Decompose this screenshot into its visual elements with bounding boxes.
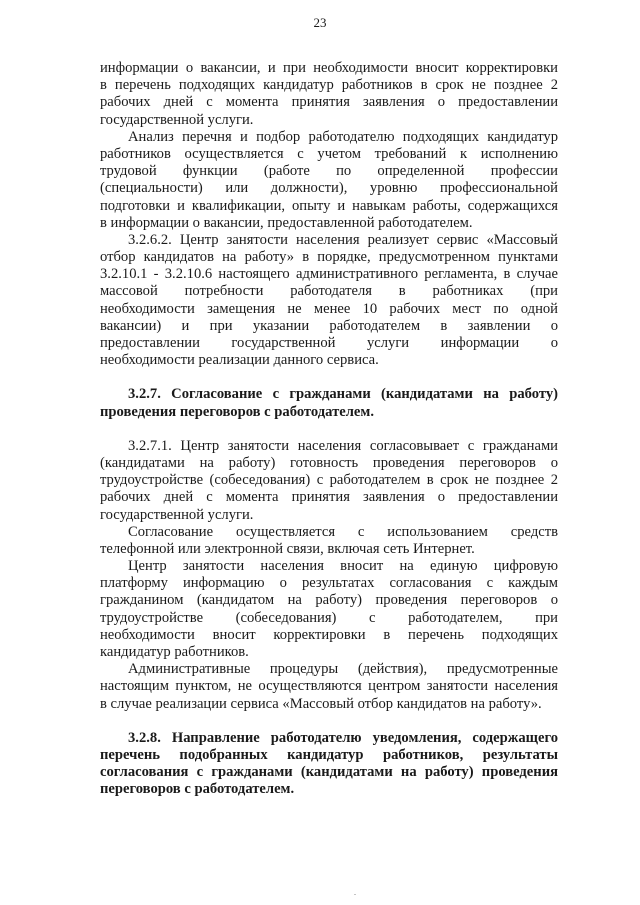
text-line: Центр занятости населения вносит на единую цифровую — [128, 558, 558, 575]
text-line: рабочих дней с момента принятия заявления о предоставлении — [100, 489, 558, 506]
text-line: платформу информацию о результатах согласования с каждым — [100, 575, 558, 592]
text-line: государственной услуги. — [100, 111, 254, 128]
text-line: отбор кандидатов на работу» в порядке, предусмотренном пунктами — [100, 249, 558, 266]
text-line: необходимости замещения не менее 10 рабочих мест по одной — [100, 300, 558, 317]
text-line: настоящим пунктом, не осуществляются центром занятости населения — [100, 678, 558, 695]
paragraph — [100, 661, 558, 713]
text-line: телефонной или электронной связи, включая сеть Интернет. — [100, 540, 475, 557]
paragraph — [100, 232, 558, 370]
paragraph — [100, 60, 558, 129]
text-line: трудоустройстве (собеседования) с работодателем, при — [100, 609, 558, 626]
text-line: в информации о вакансии, предоставленной работодателем. — [100, 214, 473, 231]
heading-line: проведения переговоров с работодателем. — [100, 403, 374, 420]
section-heading — [100, 386, 558, 420]
heading-line: 3.2.7. Согласование с гражданами (кандидатами на работу) — [128, 386, 558, 403]
text-line: Согласование осуществляется с использованием средств — [128, 523, 558, 540]
heading-line: перечень подобранных кандидатур работников, результаты — [100, 746, 558, 763]
heading-line: согласования с гражданами (кандидатами на работу) проведения — [100, 764, 558, 781]
text-line: в случае реализации сервиса «Массовый отбор кандидатов на работу». — [100, 695, 542, 712]
text-line: гражданином (кандидатом на работу) проведения переговоров о — [100, 592, 558, 609]
paragraph — [100, 558, 558, 661]
heading-line: переговоров с работодателем. — [100, 781, 295, 798]
text-line: (кандидатами на работу) готовность проведения переговоров о — [100, 454, 558, 471]
paragraph — [100, 129, 558, 232]
text-line: 3.2.7.1. Центр занятости населения согласовывает с гражданами — [128, 437, 558, 454]
page-number: 23 — [313, 15, 327, 30]
text-line: трудовой функции (работе по определенной профессии — [100, 163, 558, 180]
text-line: трудоустройстве (собеседования) с работодателем в срок не позднее 2 — [100, 472, 558, 489]
text-line: в перечень подходящих кандидатур работников в срок не позднее 2 — [100, 77, 558, 94]
document-body — [100, 60, 558, 799]
text-line: (специальности) или должности), уровню профессиональной — [100, 180, 558, 197]
text-line: предоставлении государственной услуги информации о — [100, 335, 558, 351]
text-line: массовой потребности работодателя в работниках (при — [100, 283, 558, 300]
section-heading — [100, 730, 558, 799]
text-line: вакансии) и при указании работодателем в заявлении о — [100, 317, 558, 334]
text-line: подготовки и квалификации, опыту и навыкам работы, содержащихся — [100, 197, 558, 214]
text-line: Анализ перечня и подбор работодателю подходящих кандидатур — [128, 128, 558, 145]
text-line: государственной услуги. — [100, 506, 254, 523]
scan-mark: . — [354, 888, 356, 897]
text-line: кандидатур работников. — [100, 644, 249, 660]
text-line: Административные процедуры (действия), предусмотренные — [128, 661, 558, 678]
text-line: рабочих дней с момента принятия заявления о предоставлении — [100, 94, 558, 111]
heading-line: 3.2.8. Направление работодателю уведомления, содержащего — [128, 729, 558, 746]
text-line: информации о вакансии, и при необходимости вносит корректировки — [100, 60, 558, 76]
text-line: 3.2.6.2. Центр занятости населения реализует сервис «Массовый — [128, 231, 558, 248]
text-line: необходимости вносит корректировки в перечень подходящих — [100, 626, 558, 643]
paragraph — [100, 438, 558, 524]
text-line: 3.2.10.1 - 3.2.10.6 настоящего административного регламента, в случае — [100, 266, 558, 283]
text-line: необходимости реализации данного сервиса. — [100, 352, 379, 369]
paragraph — [100, 524, 558, 558]
text-line: работников осуществляется с учетом требований к исполнению — [100, 145, 558, 162]
